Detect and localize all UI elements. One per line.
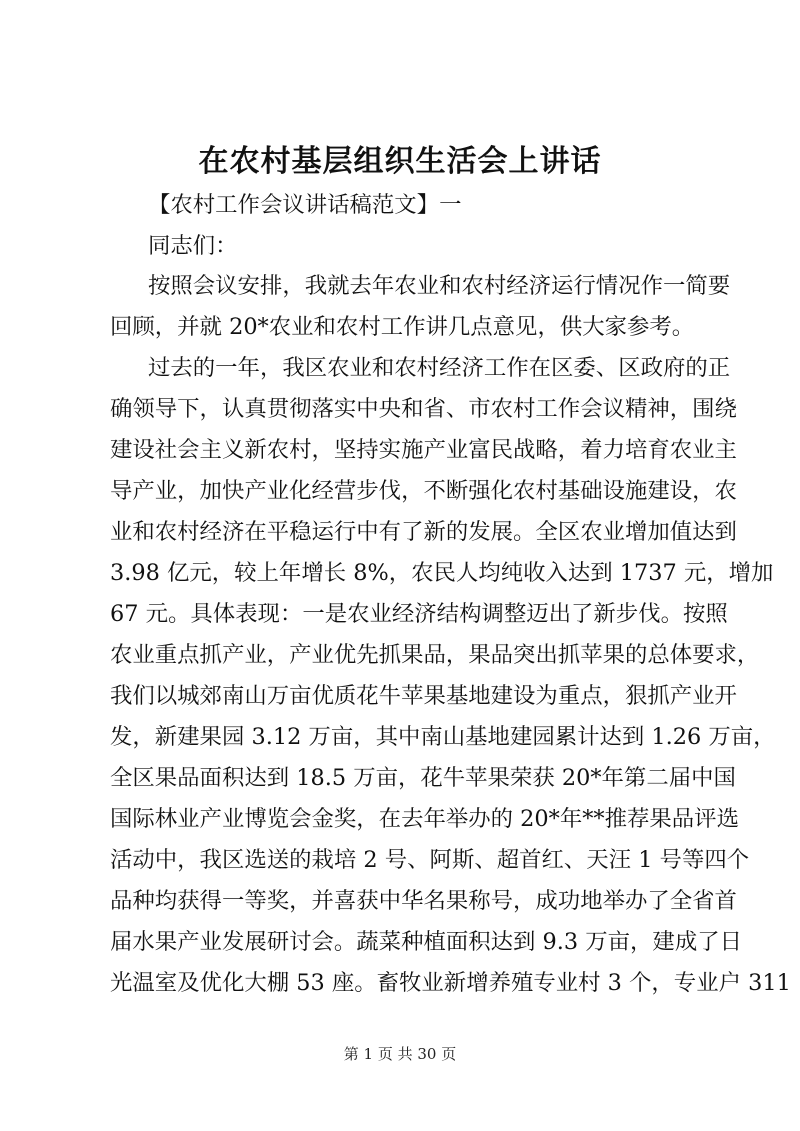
body-line: 按照会议安排，我就去年农业和农村经济运行情况作一简要 bbox=[148, 273, 731, 299]
salutation-line: 同志们： bbox=[148, 233, 238, 259]
body-line: 届水果产业发展研讨会。蔬菜种植面积达到 9.3 万亩，建成了日 bbox=[110, 929, 742, 955]
body-line: 活动中，我区选送的栽培 2 号、阿斯、超首红、天汪 1 号等四个 bbox=[110, 847, 750, 873]
body-line: 回顾，并就 20*农业和农村工作讲几点意见，供大家参考。 bbox=[110, 314, 695, 340]
body-line: 业和农村经济在平稳运行中有了新的发展。全区农业增加值达到 bbox=[110, 519, 737, 545]
body-line: 发，新建果园 3.12 万亩，其中南山基地建园累计达到 1.26 万亩， bbox=[110, 724, 776, 750]
body-line: 确领导下，认真贯彻落实中央和省、市农村工作会议精神，围绕 bbox=[110, 396, 737, 422]
body-line: 导产业，加快产业化经营步伐，不断强化农村基础设施建设，农 bbox=[110, 478, 737, 504]
body-line: 67 元。具体表现：一是农业经济结构调整迈出了新步伐。按照 bbox=[110, 601, 728, 627]
subtitle-line: 【农村工作会议讲话稿范文】一 bbox=[148, 192, 462, 218]
page-indicator: 第 1 页 共 30 页 bbox=[343, 1045, 457, 1063]
body-line: 光温室及优化大棚 53 座。畜牧业新增养殖专业村 3 个，专业户 311 bbox=[110, 970, 791, 996]
body-line: 3.98 亿元，较上年增长 8%，农民人均纯收入达到 1737 元，增加 bbox=[110, 560, 774, 586]
body-line: 国际林业产业博览会金奖，在去年举办的 20*年**推荐果品评选 bbox=[110, 806, 739, 832]
document-title: 在农村基层组织生活会上讲话 bbox=[198, 144, 602, 179]
body-line: 品种均获得一等奖，并喜获中华名果称号，成功地举办了全省首 bbox=[110, 888, 737, 914]
body-line: 建设社会主义新农村，坚持实施产业富民战略，着力培育农业主 bbox=[110, 437, 737, 463]
body-line: 农业重点抓产业，产业优先抓果品，果品突出抓苹果的总体要求， bbox=[110, 642, 760, 668]
body-line: 我们以城郊南山万亩优质花牛苹果基地建设为重点，狠抓产业开 bbox=[110, 683, 737, 709]
body-line: 全区果品面积达到 18.5 万亩，花牛苹果荣获 20*年第二届中国 bbox=[110, 765, 736, 791]
body-line: 过去的一年，我区农业和农村经济工作在区委、区政府的正 bbox=[148, 355, 731, 381]
